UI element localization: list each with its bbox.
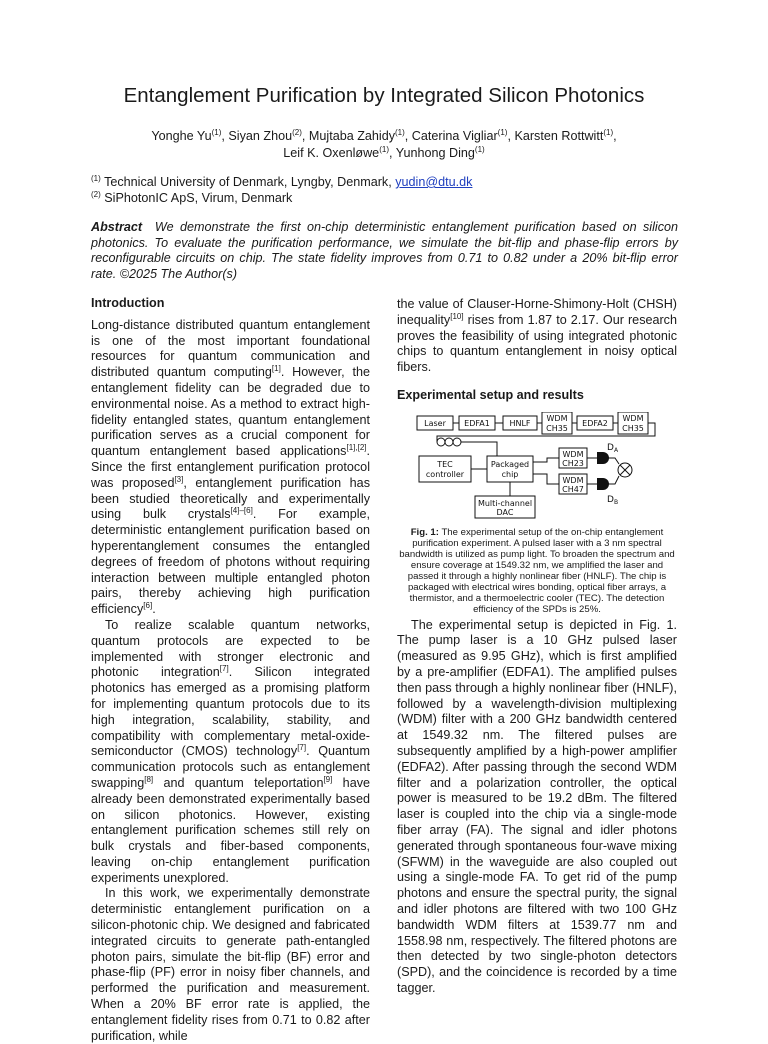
author-line-1 xyxy=(60,128,708,145)
affiliation-1: $^{(1)}$ Technical University of Denmark, Lyngby, Denmark, yudin@dtu.dk xyxy=(91,173,473,189)
setup-paragraph-1: The experimental setup is depicted in Fig. 1. The pump laser is a 10 GHz pulsed laser (measured as 9.95 GHz), which is first amplified by a pre-amplifier (EDFA1). The amplified pulses then pass through a highly nonlinear fiber (HNLF), followed by a wavelength-division multiplexing (WDM) filter with a 200 GHz bandwidth centered at 1549.32 nm. The filtered pulses are subsequently amplified by a high-power amplifier (EDFA2). After passing through the second WDM filter and a polarization controller, the optical power is measured to be 19.2 dBm. The filtered laser is coupled into the chip via a single-mode fiber array (FA). The signal and idler photons generated through spontaneous four-wave mixing (SFWM) in the waveguide are also coupled out using a single-mode FA. To get rid of the pump photons and ensure the spectral purity, the signal and idler photons are filtered with two 100 GHz bandwidth WDM filters at 1539.77 nm and 1558.98 nm, respectively. The filtered photons are then detected by two single-photon detectors (SPD), and the coincidence is recorded by a time tagger. xyxy=(397,617,677,995)
author-list xyxy=(60,128,708,162)
author: Karsten Rottwitt$^{(1)}$, xyxy=(514,127,617,143)
wdm4-channel: CH47 xyxy=(562,484,584,494)
wdm2-channel: CH35 xyxy=(622,423,644,433)
tec-sublabel: controller xyxy=(425,469,465,479)
caption-text: The experimental setup of the on-chip entanglement purification experiment. A pulsed laser with a 3 nm spectral bandwidth is utilized as pump light. To broaden the spectrum and ensure coverage at 1549.32 nm, we amplified the laser and passed it through a highly nonlinear fiber (HNLF). The chip is packaged with electrical wires bonding, optical fiber arrays, a thermistor, and a thermoelectric cooler (TEC). The detection efficiency of the SPDs is 25%. xyxy=(399,526,675,615)
author: Siyan Zhou$^{(2)}$, xyxy=(228,127,309,143)
intro-paragraph-3-cont: the value of Clauser-Horne-Shimony-Holt (CHSH) inequality[10] rises from 1.87 to 2.17. Our research proves the feasibility of using integrated photonic chips to quantum entanglement in noisy optical fibers. xyxy=(397,297,677,375)
author: Caterina Vigliar$^{(1)}$, xyxy=(411,127,515,143)
setup-heading: Experimental setup and results xyxy=(397,387,584,402)
edfa2-label: EDFA2 xyxy=(582,418,608,428)
figure-caption xyxy=(397,527,677,615)
author: Yunhong Ding$^{(1)}$ xyxy=(395,144,485,160)
detector-b-icon xyxy=(597,478,609,490)
affiliations xyxy=(91,174,691,206)
abstract-text: We demonstrate the first on-chip deterministic entanglement purification based on silicon photonics. To evaluate the purification performance, we simulate the bit-flip and phase-flip errors by reconfigurable circuits on chip. The state fidelity improves from 0.71 to 0.82 under a 20% bit-flip error rate. ©2025 The Author(s) xyxy=(91,220,679,281)
wdm3-label: WDM xyxy=(562,449,584,459)
svg-text:DA: $D_A$ xyxy=(607,442,619,454)
intro-paragraph-1: Long-distance distributed quantum entanglement is one of the most important foundational resources for quantum communication and distributed quantum computing[1]. However, the entanglement fidelity can be degraded due to environmental noise. As a method to extract high-fidelity entangled states, quantum entanglement purification serves as a crucial component for quantum entanglement based applications[1],[2]. Since the first entanglement purification protocol was proposed[3], entanglement purification has been studied theoretically and experimentally using bulk crystals[4]–[6]. For example, deterministic entanglement purification based on hyperentanglement consumes the entangled degrees of freedom of photons without requiring interaction between multiple entangled photon pairs, thereby achieving high purification efficiency[6]. xyxy=(91,317,370,617)
email-link[interactable]: yudin@dtu.dk xyxy=(395,175,473,189)
author-line-2 xyxy=(60,145,708,162)
laser-label: Laser xyxy=(424,418,446,428)
setup-diagram xyxy=(397,412,677,520)
wdm4-label: WDM xyxy=(562,475,584,485)
caption-label: Fig. 1: xyxy=(410,526,439,538)
detector-b-label: D xyxy=(607,494,614,505)
author: Mujtaba Zahidy$^{(1)}$, xyxy=(308,127,412,143)
dac-label: Multi-channel xyxy=(477,498,533,508)
paper-title: Entanglement Purification by Integrated Silicon Photonics xyxy=(123,84,645,107)
left-column xyxy=(91,296,370,1044)
figure-1 xyxy=(397,412,677,615)
wdm1-channel: CH35 xyxy=(546,423,568,433)
wdm1-label: WDM xyxy=(546,413,568,423)
intro-heading: Introduction xyxy=(91,296,165,310)
affiliation-2: $^{(2)}$ SiPhotonIC ApS, Virum, Denmark xyxy=(91,189,293,205)
wdm3-channel: CH23 xyxy=(562,458,584,468)
author: Leif K. Oxenløwe$^{(1)}$, xyxy=(283,144,396,160)
detector-a-icon xyxy=(597,452,609,464)
dac-sublabel: DAC xyxy=(496,507,514,517)
tec-label: TEC xyxy=(437,459,453,469)
svg-text:DB: $D_B$ xyxy=(607,494,619,506)
author: Yonghe Yu$^{(1)}$, xyxy=(151,127,229,143)
intro-paragraph-3: In this work, we experimentally demonstrate deterministic entanglement purification on a silicon-photonic chip. We designed and fabricated integrated circuits to generate path-entangled photon pairs, simulate the bit-flip (BF) error and phase-flip (PF) error in noisy fiber channels, and performed the purification and measurement. When a 20% BF error rate is applied, the entanglement fidelity rises from 0.71 to 0.82 after purification, while xyxy=(91,886,370,1043)
hnlf-label: HNLF xyxy=(509,418,531,428)
abstract xyxy=(91,220,678,282)
abstract-label: Abstract xyxy=(91,220,143,234)
wdm2-label: WDM xyxy=(622,413,644,423)
chip-sublabel: chip xyxy=(501,469,519,479)
edfa1-label: EDFA1 xyxy=(464,418,490,428)
detector-a-label: D xyxy=(607,442,614,453)
intro-paragraph-2: To realize scalable quantum networks, quantum protocols are expected to be implemented with stronger electronic and photonic integration[7]. Silicon integrated photonics has emerged as a promising platform for implementing quantum protocols due to its high integration, scalability, stability, and compatibility with complementary metal-oxide-semiconductor (CMOS) technology[7]. Quantum communication protocols such as entanglement swapping[8] and quantum teleportation[9] have already been demonstrated experimentally based on silicon photonics. However, existing entanglement purification schemes still rely on bulk crystals and fiber-based components, leaving on-chip entanglement purification experiments unexplored. xyxy=(91,617,370,885)
right-column xyxy=(397,297,677,997)
chip-label: Packaged xyxy=(490,459,530,469)
